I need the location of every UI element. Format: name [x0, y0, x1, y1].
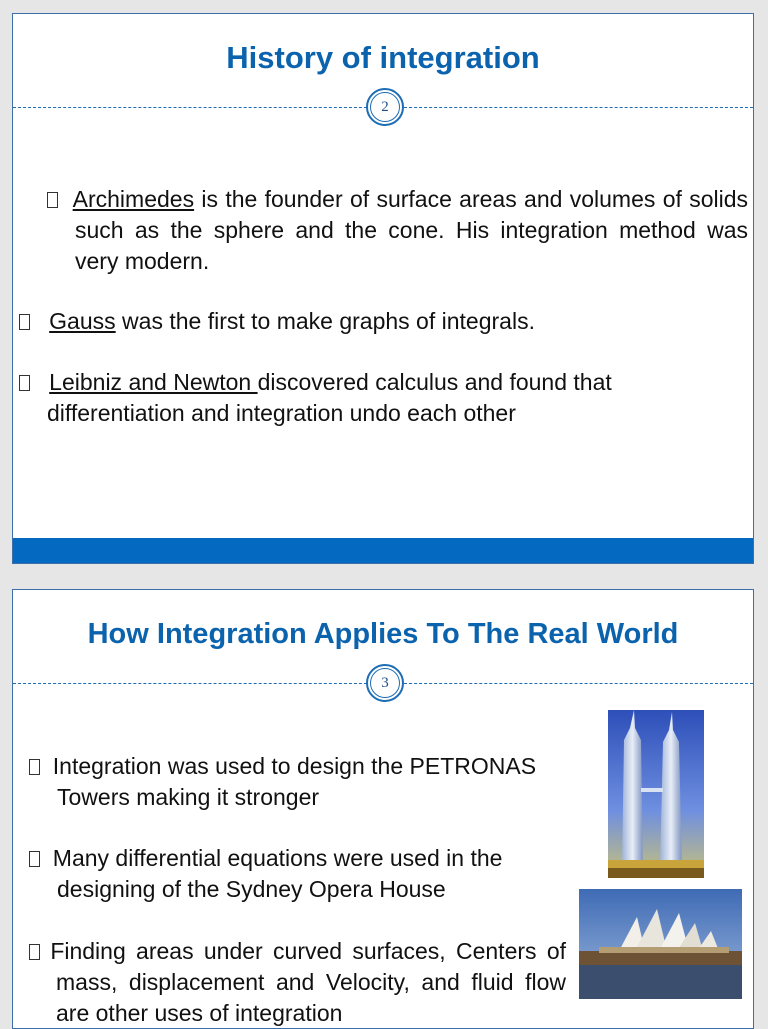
bullet-other-uses — [29, 936, 566, 1029]
bullet-text: Integration was used to design the PETRONAS Towers making it stronger — [52, 753, 537, 810]
sydney-opera-house-image — [579, 889, 742, 999]
petronas-towers-image — [608, 710, 704, 878]
slide-title: How Integration Applies To The Real World — [87, 618, 679, 650]
slide-2 — [12, 13, 754, 564]
bullet-text: Many differential equations were used in the designing of the Sydney Opera House — [52, 845, 503, 902]
bullet-box-icon — [47, 192, 58, 208]
slide-number-badge — [366, 664, 404, 702]
bullet-petronas — [29, 751, 557, 813]
bullet-opera-house — [29, 843, 587, 905]
slide-number: 3 — [381, 674, 389, 691]
slide-title: History of integration — [226, 40, 540, 75]
bullet-box-icon — [29, 944, 40, 960]
bullet-text: Finding areas under curved surfaces, Centers of mass, displacement and Velocity, and fluid flow are other uses of integration — [50, 938, 567, 1026]
bullet-box-icon — [29, 851, 40, 867]
bullet-name: Leibniz and Newton — [49, 369, 258, 395]
bullet-archimedes — [47, 184, 748, 277]
bullet-box-icon — [19, 314, 30, 330]
bullet-box-icon — [29, 759, 40, 775]
slide-3 — [12, 589, 754, 1029]
bullet-text: was the first to make graphs of integrals. — [115, 308, 535, 334]
footer-bar — [13, 538, 753, 563]
bullet-box-icon — [19, 375, 30, 391]
bullet-text: is the founder of surface areas and volumes of solids such as the sphere and the cone. His integration method was very modern. — [75, 186, 748, 274]
bullet-text: discovered calculus and found that differentiation and integration undo each other — [47, 369, 612, 426]
bullet-gauss — [19, 306, 719, 337]
slide-number-badge — [366, 88, 404, 126]
slide-number: 2 — [381, 98, 389, 115]
bullet-name: Archimedes — [72, 186, 195, 212]
bullet-leibniz-newton — [19, 367, 747, 429]
bullet-name: Gauss — [49, 308, 116, 334]
